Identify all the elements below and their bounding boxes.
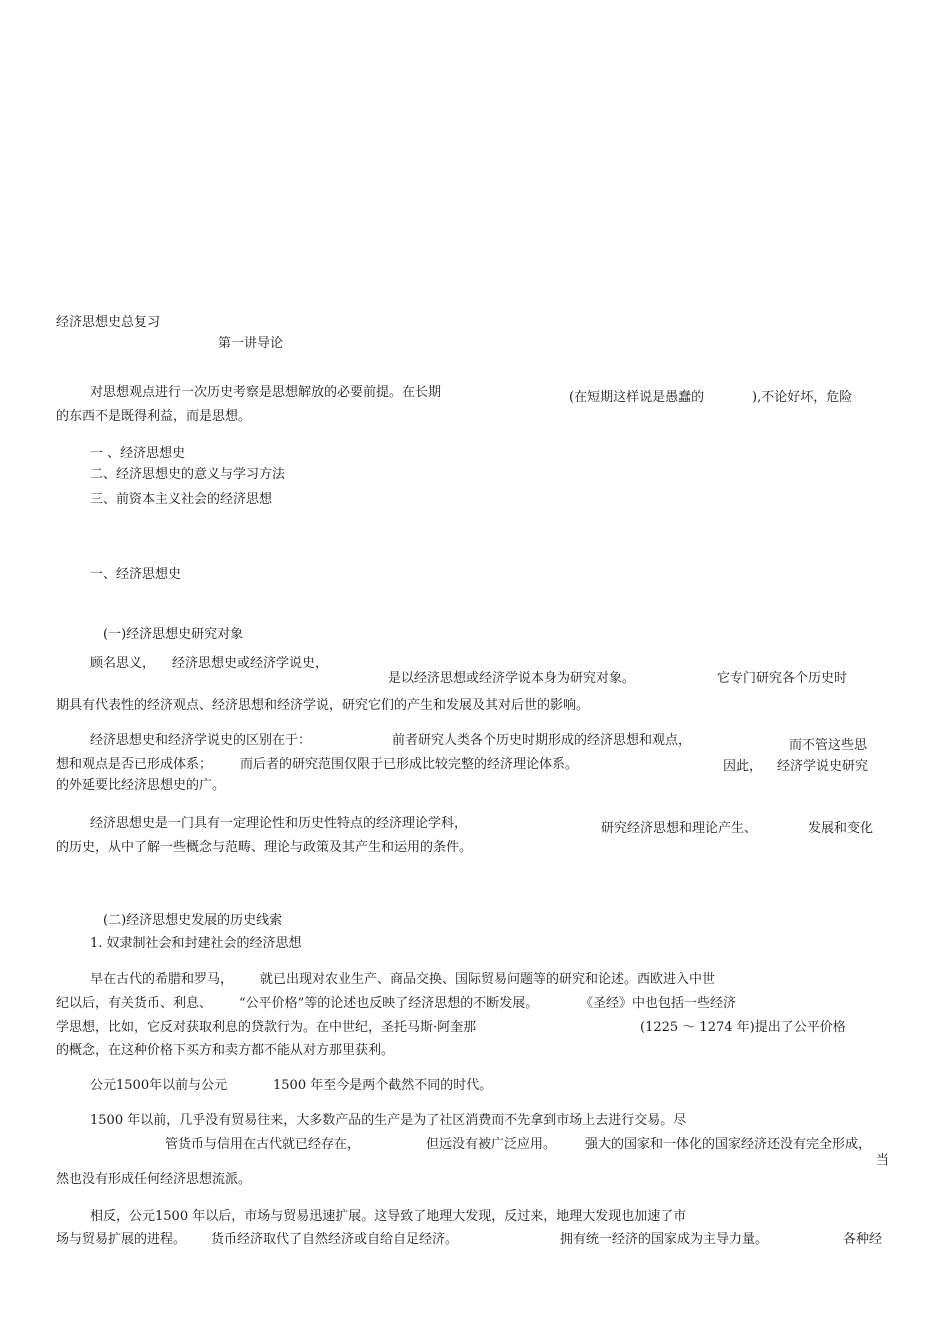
sub1-p1-a: 顾名思义，	[90, 656, 156, 671]
sub2-p1-e: 《圣经》中也包括一些经济	[580, 996, 737, 1011]
sub2-p4-d: 拥有统一经济的国家成为主导力量。	[560, 1232, 769, 1247]
sub1-p2-b: 前者研究人类各个历史时期形成的经济思想和观点，	[392, 733, 692, 748]
sub2-p4-b: 场与贸易扩展的进程。	[56, 1232, 187, 1247]
sub2-item1: 1. 奴隶制社会和封建社会的经济思想	[90, 936, 302, 951]
sub2-p3-f: 然也没有形成任何经济思想流派。	[56, 1172, 252, 1187]
sub2-p1-b: 就已出现对农业生产、商品交换、国际贸易问题等的研究和论述。西欧进入中世	[260, 972, 716, 987]
sub2-p3-b: 管货币与信用在古代就已经存在，	[165, 1137, 361, 1152]
sub2-p2-a: 公元1500年以前与公元	[90, 1078, 228, 1093]
sub1-p3-b: 研究经济思想和理论产生、	[601, 821, 758, 836]
sub2-heading: (二)经济思想史发展的历史线索	[103, 913, 283, 928]
document-title: 经济思想史总复习	[56, 315, 161, 330]
sub2-p1-f: 学思想，比如，它反对获取利息的贷款行为。在中世纪，圣托马斯·阿奎那	[56, 1020, 477, 1035]
sub2-p3-e: 当	[876, 1153, 890, 1168]
sub2-p1-h: 的概念，在这种价格下买方和卖方都不能从对方那里获利。	[56, 1043, 395, 1058]
sub2-p2-b: 1500 年至今是两个截然不同的时代。	[273, 1078, 493, 1093]
sub1-p2-d: 想和观点是否已形成体系；	[56, 757, 213, 772]
sub1-p2-e: 而后者的研究范围仅限于已形成比较完整的经济理论体系。	[240, 757, 579, 772]
outline-item-1: 一 、经济思想史	[90, 446, 186, 461]
outline-item-3: 三、前资本主义社会的经济思想	[90, 492, 273, 507]
sub1-p2-f: 因此，	[723, 759, 763, 774]
sub2-p3-a: 1500 年以前，几乎没有贸易往来，大多数产品的生产是为了社区消费而不先拿到市场上去进行交易。尽	[90, 1113, 687, 1128]
sub2-p1-c: 纪以后，有关货币、利息、	[56, 996, 213, 1011]
sub1-p3-a: 经济思想史是一门具有一定理论性和历史性特点的经济理论学科，	[90, 816, 468, 831]
sub2-p3-d: 强大的国家和一体化的国家经济还没有完全形成，	[585, 1137, 872, 1152]
lecture-title: 第一讲导论	[218, 336, 284, 351]
outline-item-2: 二、经济思想史的意义与学习方法	[90, 467, 286, 482]
sub1-p2-g: 经济学说史研究	[777, 759, 869, 774]
sub2-p1-g: (1225 ～ 1274 年)提出了公平价格	[640, 1020, 846, 1035]
sub2-p1-a: 早在古代的希腊和罗马，	[90, 972, 234, 987]
sub2-p4-c: 货币经济取代了自然经济或自给自足经济。	[211, 1232, 459, 1247]
sub1-heading: (一)经济思想史研究对象	[103, 627, 244, 642]
sub1-p1-c: 是以经济思想或经济学说本身为研究对象。	[388, 671, 636, 686]
sub1-p2-c: 而不管这些思	[789, 738, 868, 753]
sub1-p3-c: 发展和变化	[808, 821, 874, 836]
sub1-p1-b: 经济思想史或经济学说史，	[172, 656, 329, 671]
intro-line1-part1: 对思想观点进行一次历史考察是思想解放的必要前提。在长期	[90, 385, 442, 400]
sub2-p3-c: 但远没有被广泛应用。	[426, 1137, 557, 1152]
sub1-p2-h: 的外延要比经济思想史的广。	[56, 778, 226, 793]
sub2-p4-a: 相反，公元1500 年以后，市场与贸易迅速扩展。这导致了地理大发现，反过来，地理大发现也加速了市	[90, 1209, 687, 1224]
sub2-p1-d: “公平价格”等的论述也反映了经济思想的不断发展。	[239, 996, 539, 1011]
intro-line2: 的东西不是既得利益，而是思想。	[56, 409, 252, 424]
section1-heading: 一、经济思想史	[90, 567, 182, 582]
sub1-p2-a: 经济思想史和经济学说史的区别在于：	[90, 733, 312, 748]
sub2-p4-e: 各种经	[843, 1232, 883, 1247]
intro-line1-part2: (在短期这样说是愚蠢的	[569, 390, 705, 405]
sub1-p3-d: 的历史，从中了解一些概念与范畴、理论与政策及其产生和运用的条件。	[56, 840, 473, 855]
sub1-p1-d: 它专门研究各个历史时	[717, 671, 848, 686]
sub1-p1-e: 期具有代表性的经济观点、经济思想和经济学说，研究它们的产生和发展及其对后世的影响。	[56, 698, 590, 713]
intro-line1-part3: ),不论好坏，危险	[752, 390, 853, 405]
